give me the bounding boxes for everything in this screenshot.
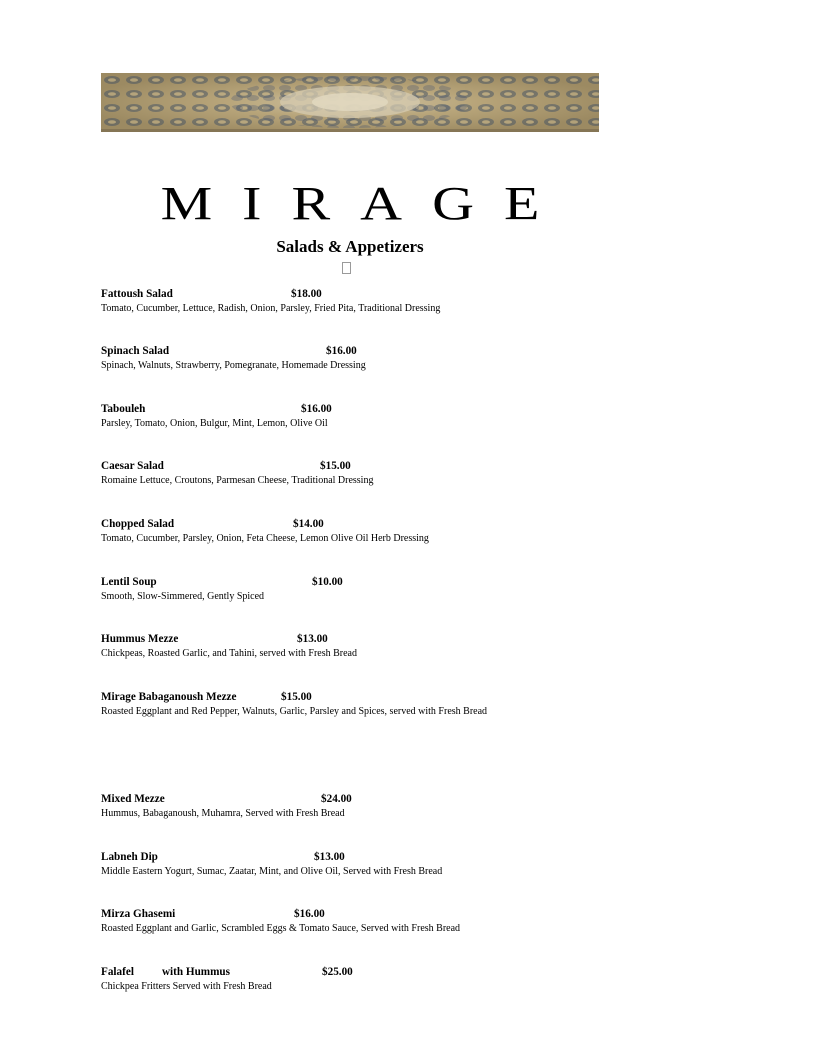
item-price: $18.00: [291, 288, 322, 300]
item-price: $15.00: [320, 460, 351, 472]
item-description: Tomato, Cucumber, Lettuce, Radish, Onion, Parsley, Fried Pita, Traditional Dressing: [101, 303, 441, 314]
item-name: [101, 965, 230, 980]
section-title: Salads & Appetizers: [276, 237, 424, 256]
item-name: Labneh Dip: [101, 851, 158, 863]
menu-item: [101, 792, 721, 821]
item-name: Tabouleh: [101, 403, 146, 415]
item-name-part: Falafel: [101, 966, 134, 978]
menu-item: [101, 907, 721, 936]
item-description: Roasted Eggplant and Garlic, Scrambled Eggs & Tomato Sauce, Served with Fresh Bread: [101, 923, 461, 934]
ornamental-banner-image: [101, 73, 599, 132]
item-description: Romaine Lettuce, Croutons, Parmesan Cheese, Traditional Dressing: [101, 475, 374, 486]
menu-item: [101, 287, 721, 316]
menu-item: [101, 459, 721, 488]
menu-item: [101, 850, 721, 879]
menu-item: [101, 965, 721, 994]
item-name: Chopped Salad: [101, 518, 175, 530]
item-name: Fattoush Salad: [101, 288, 173, 300]
item-name: Caesar Salad: [101, 460, 164, 472]
item-description: Parsley, Tomato, Onion, Bulgur, Mint, Lemon, Olive Oil: [101, 418, 328, 429]
item-price: $16.00: [301, 403, 332, 415]
menu-item: [101, 575, 721, 604]
item-description: Smooth, Slow-Simmered, Gently Spiced: [101, 591, 265, 602]
item-name: Mirza Ghasemi: [101, 908, 176, 920]
missing-glyph-icon: [342, 262, 351, 274]
menu-item: [101, 690, 721, 719]
item-description: Roasted Eggplant and Red Pepper, Walnuts, Garlic, Parsley and Spices, served with Fresh Bread: [101, 706, 488, 717]
item-price: $24.00: [321, 793, 352, 805]
item-name: Mirage Babaganoush Mezze: [101, 691, 237, 703]
brand-logo: MIRAGE: [160, 176, 570, 231]
item-description: Tomato, Cucumber, Parsley, Onion, Feta Cheese, Lemon Olive Oil Herb Dressing: [101, 533, 429, 544]
item-price: $13.00: [314, 851, 345, 863]
item-price: $15.00: [281, 691, 312, 703]
menu-item: [101, 632, 721, 661]
item-price: $25.00: [322, 966, 353, 978]
item-price: $10.00: [312, 576, 343, 588]
item-name-part: with Hummus: [161, 966, 231, 978]
item-price: $16.00: [326, 345, 357, 357]
item-price: $16.00: [294, 908, 325, 920]
item-price: $13.00: [297, 633, 328, 645]
menu-item: [101, 402, 721, 431]
item-description: Chickpea Fritters Served with Fresh Bread: [101, 981, 272, 992]
item-description: Spinach, Walnuts, Strawberry, Pomegranate, Homemade Dressing: [101, 360, 366, 371]
item-description: Chickpeas, Roasted Garlic, and Tahini, served with Fresh Bread: [101, 648, 357, 659]
item-price: $14.00: [293, 518, 324, 530]
item-name: Spinach Salad: [101, 345, 170, 357]
item-name: Hummus Mezze: [101, 633, 179, 645]
menu-item: [101, 344, 721, 373]
item-name: Lentil Soup: [101, 576, 157, 588]
item-name: Mixed Mezze: [101, 793, 165, 805]
item-description: Middle Eastern Yogurt, Sumac, Zaatar, Mint, and Olive Oil, Served with Fresh Bread: [101, 866, 443, 877]
menu-item: [101, 517, 721, 546]
item-description: Hummus, Babaganoush, Muhamra, Served with Fresh Bread: [101, 808, 345, 819]
ornamental-tile-banner-icon: [101, 73, 599, 132]
